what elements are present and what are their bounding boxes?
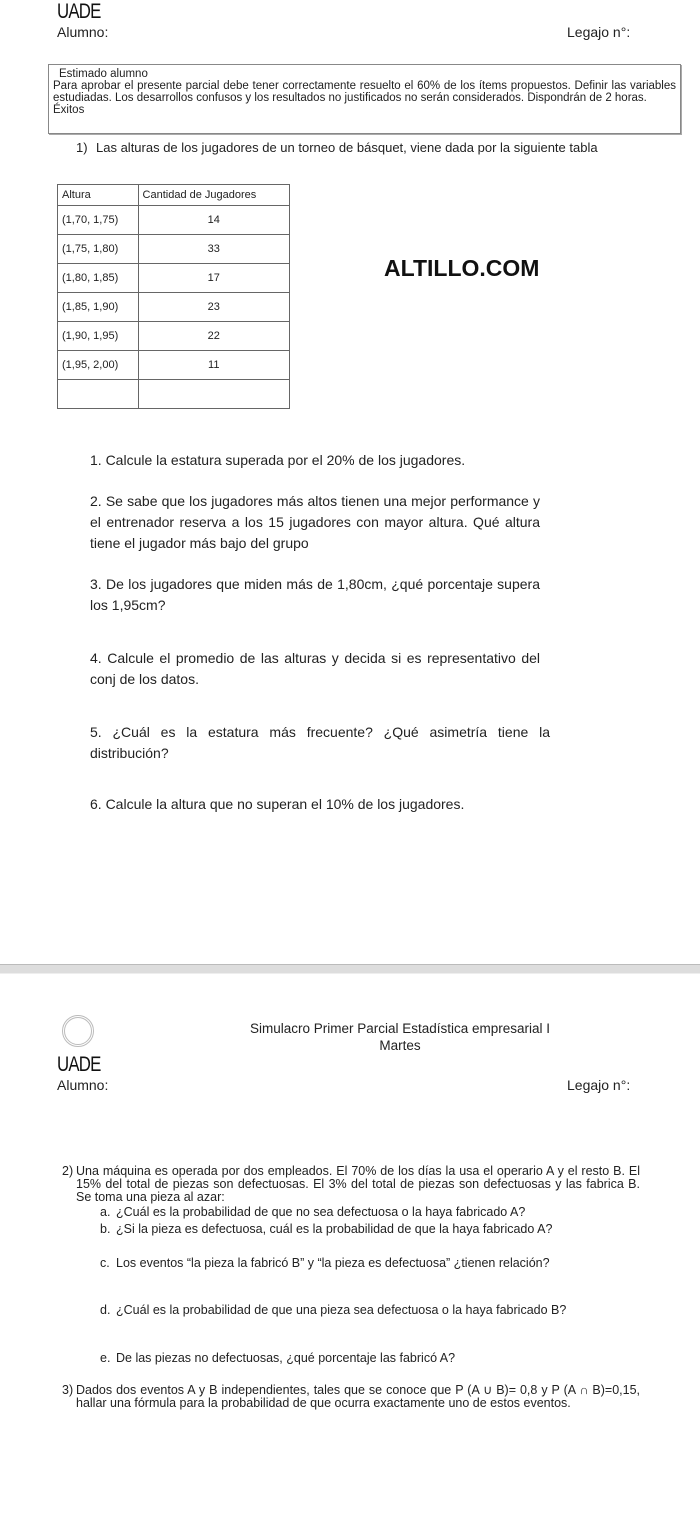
question-6: 6. Calcule la altura que no superan el 10% de los jugadores. <box>90 796 465 812</box>
cell: 22 <box>138 322 289 351</box>
uade-logo: UADE <box>57 0 101 23</box>
problem-text: Una máquina es operada por dos empleados. El 70% de los días la usa el operario A y el resto B. El 15% del total de piezas son defectuosas. El 3% del total de piezas son defectuosas y las fabrica B. Se toma una pieza al azar: <box>76 1164 640 1204</box>
problem-number: 3) <box>62 1383 74 1397</box>
table-header: Cantidad de Jugadores <box>138 185 289 206</box>
problem-text: Las alturas de los jugadores de un torneo de básquet, viene dada por la siguiente tabla <box>96 140 598 155</box>
table-header: Altura <box>58 185 139 206</box>
cell: 23 <box>138 293 289 322</box>
cell: (1,70, 1,75) <box>58 206 139 235</box>
heights-table <box>57 184 290 409</box>
table-row <box>58 235 290 264</box>
problem-number: 2) <box>62 1164 74 1178</box>
cell: (1,80, 1,85) <box>58 264 139 293</box>
problem-3 <box>62 1384 640 1410</box>
table-row <box>58 293 290 322</box>
cell: (1,95, 2,00) <box>58 351 139 380</box>
cell: (1,75, 1,80) <box>58 235 139 264</box>
page-divider <box>0 964 700 974</box>
exam-title-text: Simulacro Primer Parcial Estadística empresarial I <box>249 1021 551 1036</box>
question-1: 1. Calcule la estatura superada por el 20% de los jugadores. <box>90 452 466 468</box>
cell: 33 <box>138 235 289 264</box>
notice-text: Para aprobar el presente parcial debe tener correctamente resuelto el 60% de los ítems propuestos. Definir las variables estudiadas. Los desarrollos confusos y los resultados no justificados no serán considerados. Dispondrán de 2 horas. <box>53 80 676 104</box>
question-5: 5. ¿Cuál es la estatura más frecuente? ¿Qué asimetría tiene la distribución? <box>90 724 550 761</box>
question-2: 2. Se sabe que los jugadores más altos tienen una mejor performance y el entrenador reserva a los 15 jugadores con mayor altura. Qué altura tiene el jugador más bajo del grupo <box>90 493 540 551</box>
problem-2-item-c <box>100 1257 640 1270</box>
problem-2-item-d <box>100 1304 640 1317</box>
item-letter: d. <box>100 1303 111 1317</box>
exam-title <box>160 1020 640 1054</box>
problem-number: 1) <box>76 140 88 155</box>
cell: 11 <box>138 351 289 380</box>
problem-text: Dados dos eventos A y B independientes, tales que se conoce que P (A ∪ B)= 0,8 y P (A ∩ B)=0,15, hallar una fórmula para la probabilidad de que ocurra exactamente uno de estos eventos. <box>76 1383 640 1410</box>
question-3: 3. De los jugadores que miden más de 1,80cm, ¿qué porcentaje supera los 1,95cm? <box>90 576 540 613</box>
notice-closing: Éxitos <box>53 104 85 116</box>
legajo-label-2: Legajo n°: <box>567 1077 631 1093</box>
alumno-label-2: Alumno: <box>57 1077 109 1093</box>
item-text: Los eventos “la pieza la fabricó B” y “la pieza es defectuosa” ¿tienen relación? <box>116 1256 550 1270</box>
item-text: ¿Cuál es la probabilidad de que no sea defectuosa o la haya fabricado A? <box>116 1205 526 1219</box>
table-row <box>58 322 290 351</box>
item-letter: e. <box>100 1351 111 1365</box>
table-row <box>58 206 290 235</box>
problem-2 <box>62 1165 640 1204</box>
uade-logo-2: UADE <box>57 1053 101 1076</box>
cell: 14 <box>138 206 289 235</box>
empty-cell <box>138 380 289 409</box>
instructions-box <box>48 64 681 134</box>
question-4: 4. Calcule el promedio de las alturas y decida si es representativo del conj de los datos. <box>90 650 540 687</box>
problem-2-item-e <box>100 1352 640 1365</box>
legajo-label: Legajo n°: <box>567 24 631 40</box>
table-row <box>58 351 290 380</box>
table-row <box>58 264 290 293</box>
exam-subtitle: Martes <box>379 1038 421 1053</box>
cell: (1,85, 1,90) <box>58 293 139 322</box>
item-text: De las piezas no defectuosas, ¿qué porcentaje las fabricó A? <box>116 1351 456 1365</box>
item-letter: b. <box>100 1222 111 1236</box>
item-text: ¿Cuál es la probabilidad de que una pieza sea defectuosa o la haya fabricado B? <box>116 1303 567 1317</box>
problem-2-item-b <box>100 1223 640 1236</box>
cell: (1,90, 1,95) <box>58 322 139 351</box>
item-letter: a. <box>100 1205 111 1219</box>
cell: 17 <box>138 264 289 293</box>
problem-1 <box>76 140 681 155</box>
uade-seal-icon <box>62 1015 94 1047</box>
item-letter: c. <box>100 1256 110 1270</box>
notice-greeting: Estimado alumno <box>59 68 148 80</box>
alumno-label: Alumno: <box>57 24 109 40</box>
empty-cell <box>58 380 139 409</box>
problem-2-item-a <box>100 1206 640 1219</box>
watermark: ALTILLO.COM <box>384 255 540 281</box>
item-text: ¿Si la pieza es defectuosa, cuál es la probabilidad de que la haya fabricado A? <box>116 1222 553 1236</box>
